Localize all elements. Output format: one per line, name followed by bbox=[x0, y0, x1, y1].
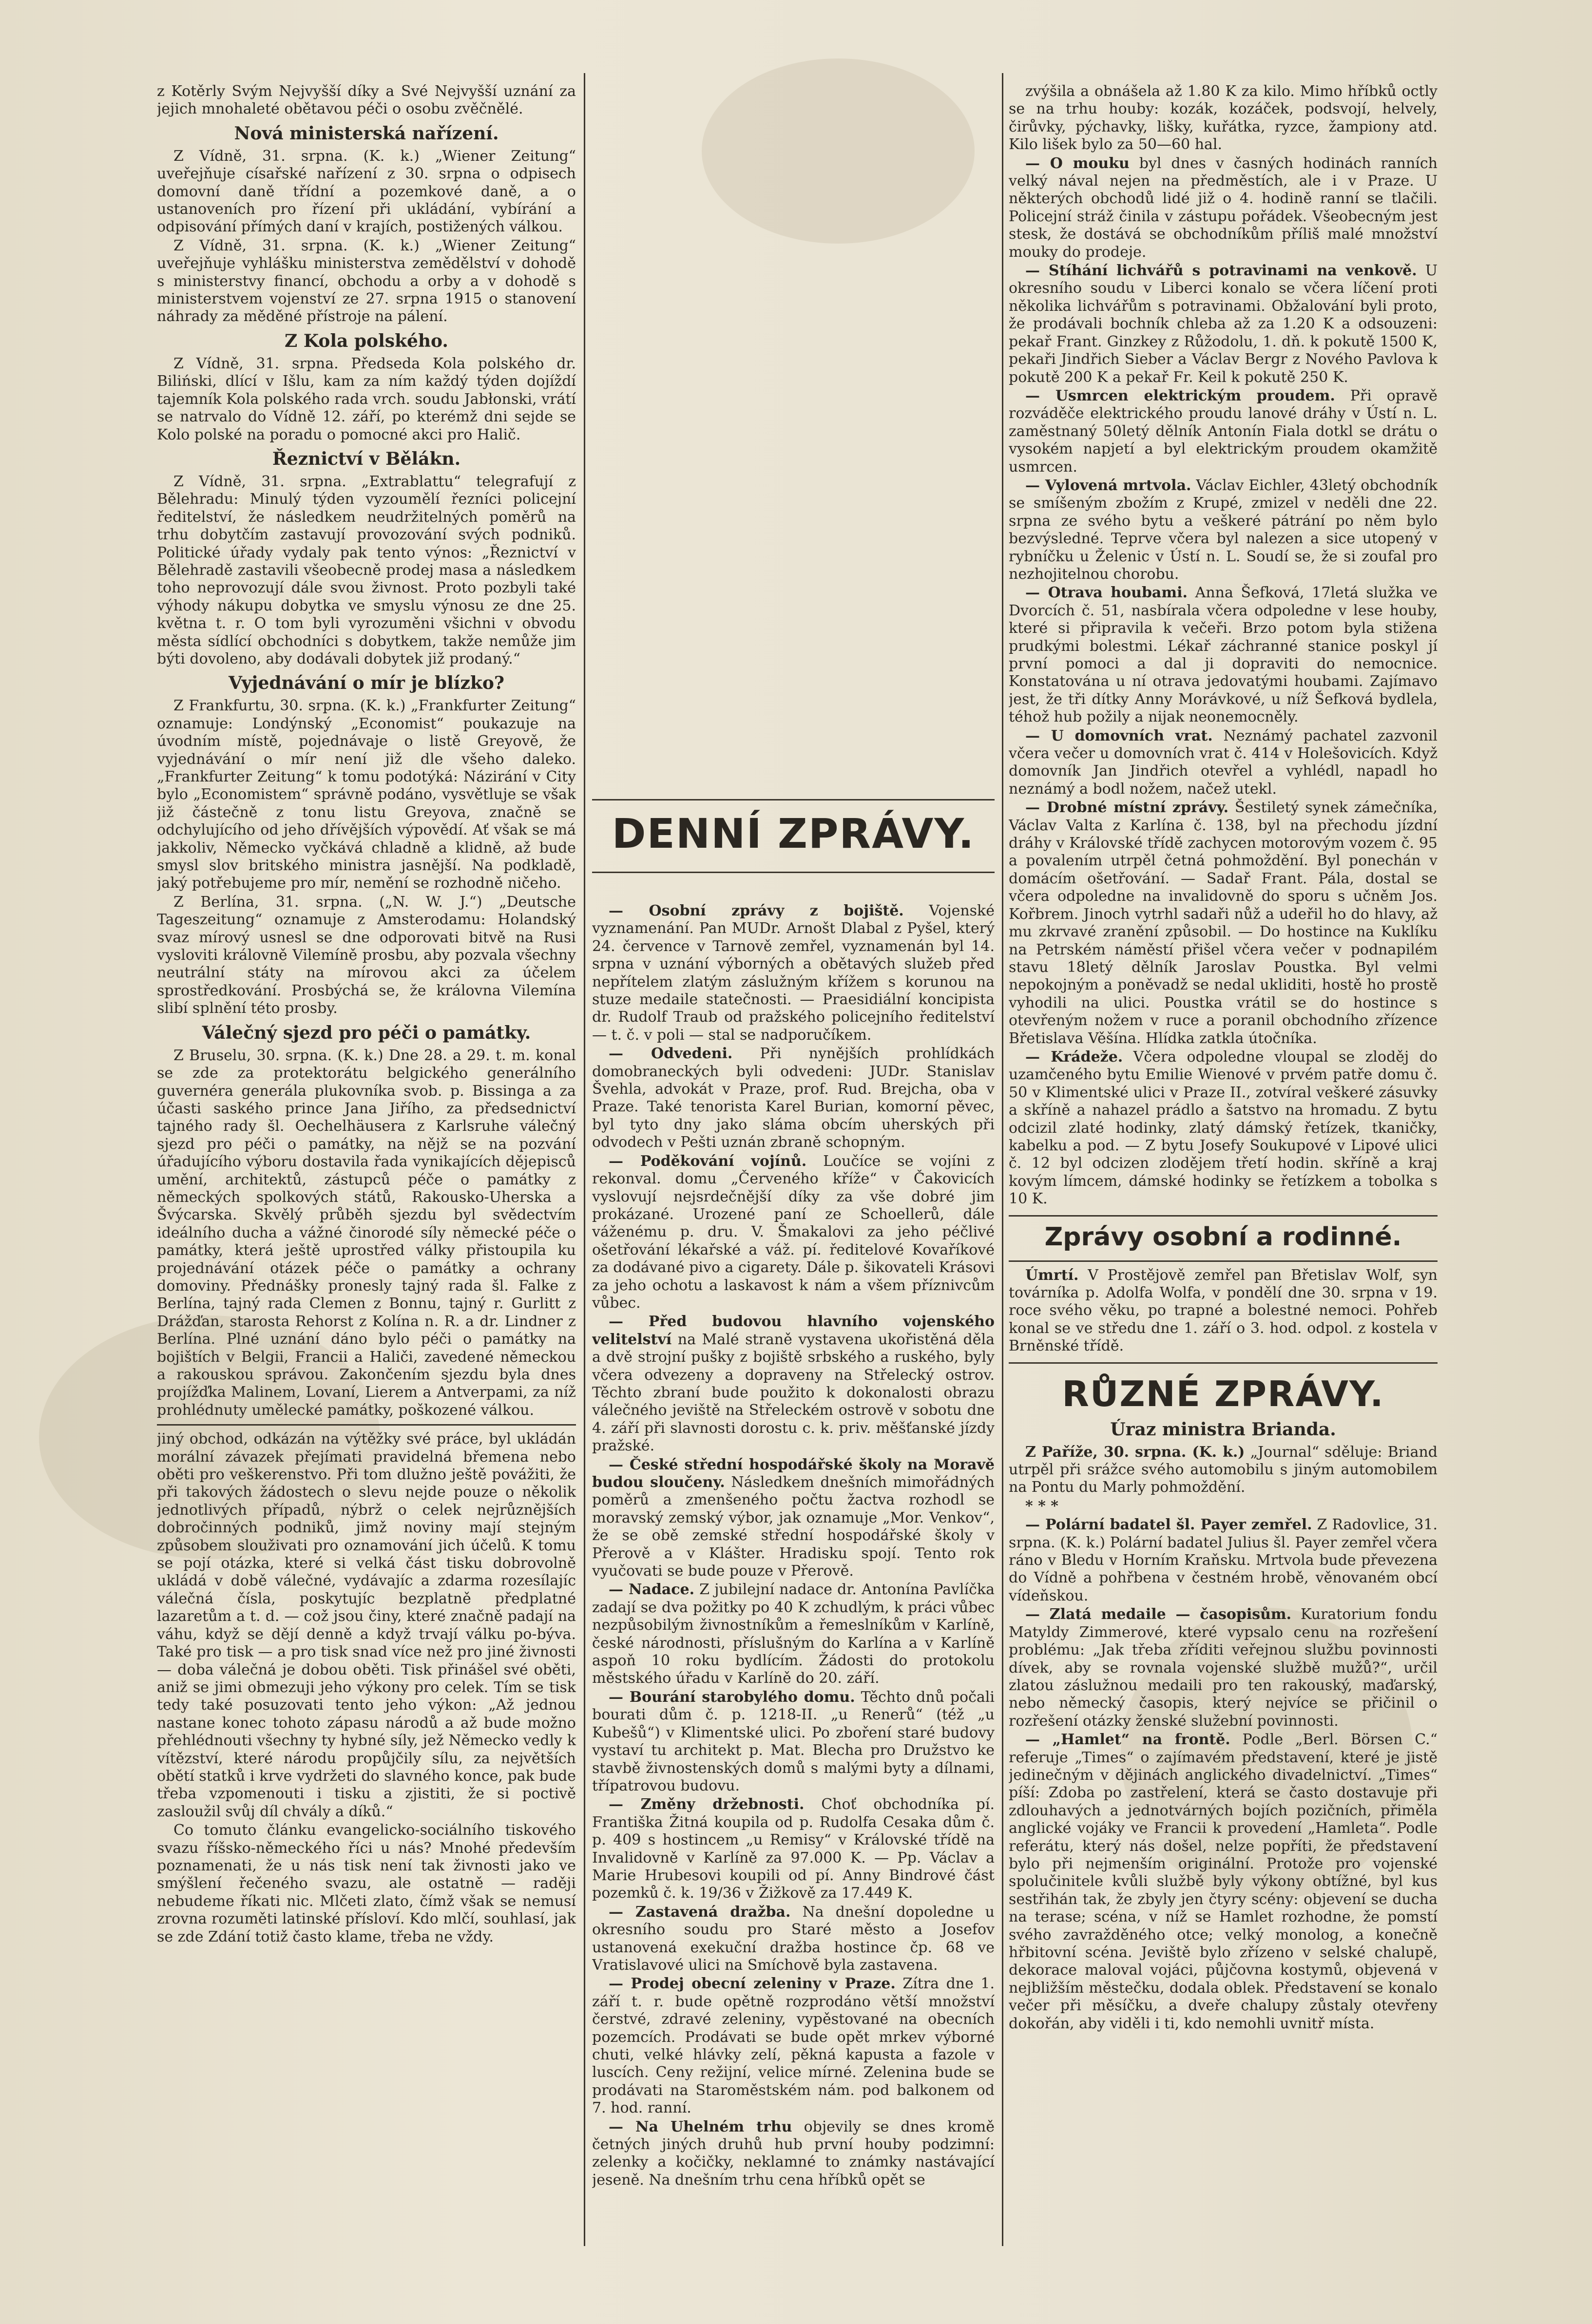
news-item bbox=[1009, 155, 1438, 261]
news-item bbox=[1009, 83, 1438, 154]
article-title: Vyjednávání o mír je blízko? bbox=[229, 673, 504, 694]
news-item-text: U okresního soudu v Liberci konalo se včera líčení proti několika lichvářům s potravinami. Obžalování byli proto, že prodávali bochník chleba až za 1.20 K a odsouzeni: pekař Frant. Ginzkey z Růžodolu, 1. dň. k pokutě 1500 K, pekaři Jindřich Sieber a Václav Bergr z Nového Pavlova k pokutě 200 K a pekař Fr. Keil k pokutě 250 K. bbox=[1009, 262, 1438, 386]
article-title: Válečný sjezd pro péči o památky. bbox=[202, 1022, 531, 1043]
news-item bbox=[1009, 387, 1438, 476]
news-item-lead: — Bourání starobylého domu. bbox=[609, 1688, 855, 1706]
news-item-lead: — Odvedeni. bbox=[609, 1045, 733, 1063]
news-item-text: byl dnes v časných hodinách ranních velký nával nejen na předměstích, ale i v Praze. U některých obchodů lidé již o 4. hodině ranní se tlačili. Policejní stráž činila v zástupu pořádek. Všeobecným jest stesk, že dostává se obchodníkům příliš malé množství mouky do prodeje. bbox=[1009, 154, 1438, 261]
section-rule bbox=[1009, 1362, 1438, 1364]
left-continuation: jiný obchod, odkázán na výtěžky své práce, byl ukládán morální závazek přejímati pravidelná břemena nebo oběti pro veškerenstvo. Při tom dlužno ještě povážiti, že při takových žádostech o slevu nejde pouze o několik jednotlivých případů, nýbrž o celek nejrůznějších dobročinných podniků, jimž noviny mají stejným způsobem slouživati pro oznamování jich účelů. K tomu se pojí otázka, které si velká část tisku dobrovolně ukládá v době válečné, vydávajíc a zdarma rozesílajíc válečná čísla, poskytujíc bezplatně předplatné lazaretům a t. d. — což jsou činy, které značně padají na váhu, když se dějí denně a když trvají válku po-býva. Také pro tisk — a pro tisk snad více než pro jiné živnosti — doba válečná je dobou oběti. Tisk přinášel své oběti, aniž se jimi obmezuji jeho výkony pro celek. Tím se tisk tedy také posuzovati tento jeho výkon: „Až jednou nastane konec tohoto zápasu národů a až bude možno přehlédnouti všechny ty hybné síly, jež Německo vedly k vítězství, které národu propůjčily sílu, za největších obětí statků i krve vydržeti do slavného konce, pak bude třeba vzpomenouti i tisku a zjistiti, že si poctivě zasloužil svůj díl chvály a díků.“ bbox=[157, 1430, 576, 1820]
article-title: Nová ministerská nařízení. bbox=[234, 123, 499, 144]
news-item-text: na Malé straně vystavena ukořistěná děla a dvě strojní pušky z bojiště srbského a ruského, byly včera odvezeny a dopraveny na Střelecký ostrov. Těchto zbraní bude použito k dokonalosti obrazu válečného jeviště na Střeleckém ostrově v sobotu dne 4. září při slavnosti dorostu c. k. priv. měšťanské jízdy pražské. bbox=[592, 1331, 995, 1455]
news-item bbox=[592, 1975, 995, 2117]
news-item-lead: — Krádeže. bbox=[1025, 1048, 1123, 1066]
news-item-text: Neznámý pachatel zazvonil včera večer u domovních vrat č. 414 v Holešovicích. Když domovník Jan Jindřich otevřel a vyhlédl, napadl ho neznámý a bodl nožem, načež utekl. bbox=[1009, 727, 1438, 798]
news-item-text: Na dnešní dopoledne u okresního soudu pro Staré město a Josefov ustanovená exekuční dražba hostince čp. 68 ve Vratislavové ulici na Smíchově byla zastavena. bbox=[592, 1903, 995, 1974]
news-item-text: zvýšila a obnášela až 1.80 K za kilo. Mimo hříbků octly se na trhu houby: kozák, kozáček, podsvojí, helvely, čirůvky, pýchavky, lišky, kuřátka, ryzce, žampiony atd. Kilo lišek bylo za 50—60 hal. bbox=[1009, 83, 1438, 153]
left-closing: Co tomuto článku evangelicko-sociálního tiskového svazu říšsko-německého říci u nás? Mnohé především poznamenati, že u nás tisk není tak živnosti jako ve smýšlení řečeného svazu, ale ostatně — raději nebudeme říkati nic. Mlčeti zlato, čímž však se nemusí zrovna rozuměti latinské přísloví. Kdo mlčí, souhlasí, jak se zde Zdání totiž často klame, třeba ne vždy. bbox=[157, 1822, 576, 1945]
news-item bbox=[592, 1456, 995, 1581]
news-item-lead: — Změny držebnosti. bbox=[609, 1796, 805, 1813]
news-item-text: Podle „Berl. Börsen C.“ referuje „Times“ o zajímavém představení, které je jistě jedinečným v dějinách anglického divadelnictví. „Times“ píší: Zdoba po zastřelení, která se často dostavuje při zdlouhavých a jednotvárných bojích pozičních, přiměla anglické vojáky ve Francii k provedení „Hamleta“. Podle referátu, který nás došel, nelze popříti, že představení bylo při nejmenším originální. Protože pro vojenské spolučinitele kvůli službě byly výkony obtížné, byl kus sestřihán tak, že zbyly jen čtyry scény: objevení se ducha na terase; scéna, v níž se Hamlet rozhodne, že pomstí svého zavražděného otce; velký monolog, a konečně hřbitovní scéna. Jeviště bylo zřízeno v selské chalupě, dekorace maloval vojáci, půjčovna kostymů, objevená v nejbližším městečku, dodala oblek. Představení se konalo večer při měsíčku, a dveře chalupy zůstaly otevřeny dokořán, aby viděli i ti, kdo nemohli uvnitř místa. bbox=[1009, 1731, 1438, 2032]
right-column bbox=[1009, 83, 1438, 2236]
news-item-lead: — Otrava houbami. bbox=[1025, 584, 1188, 602]
news-item bbox=[592, 1689, 995, 1795]
article-paragraph: Z Vídně, 31. srpna. (K. k.) „Wiener Zeitung“ uveřejňuje vyhlášku ministerstva zemědělství v dohodě s ministerstvy financí, obchodu a orby a v dohodě s ministerstvem vojenství ze 27. srpna 1915 o stanovení náhrady za měděné přístroje na pálení. bbox=[157, 237, 576, 325]
news-item-lead: Úmrtí. bbox=[1025, 1266, 1079, 1284]
news-item-lead: — O mouku bbox=[1025, 154, 1130, 172]
news-item bbox=[592, 1313, 995, 1455]
news-item-text: Při opravě rozváděče elektrického proudu lanové dráhy v Ústí n. L. zaměstnaný 50letý dělník Antonín Fiala dotkl se drátu o vysokém napjetí a byl elektrickým proudem okamžitě usmrcen. bbox=[1009, 387, 1438, 476]
left-intro: z Kotěrly Svým Nejvyšší díky a Své Nejvyšší uznání za jejich mnohaleté obětavou péči o osobu zvěčnělé. bbox=[157, 83, 576, 118]
ruzne-zpravy-heading: RŮZNÉ ZPRÁVY. bbox=[1062, 1373, 1384, 1414]
paper-stain bbox=[702, 58, 975, 244]
news-item-lead: — Osobní zprávy z bojiště. bbox=[609, 902, 904, 919]
news-item bbox=[592, 902, 995, 1044]
news-item bbox=[1009, 1731, 1438, 2033]
article-title: Řeznictví v Bělákn. bbox=[272, 448, 461, 469]
news-item bbox=[592, 1581, 995, 1687]
section-rule bbox=[1009, 1260, 1438, 1262]
news-item-lead: — Poděkování vojínů. bbox=[609, 1152, 807, 1170]
news-item-lead: — Prodej obecní zeleniny v Praze. bbox=[609, 1975, 896, 1993]
article-title: Z Kola polského. bbox=[285, 330, 448, 351]
article-paragraph: Z Berlína, 31. srpna. („N. W. J.“) „Deutsche Tageszeitung“ oznamuje z Amsterodamu: Holandský svaz mírový usnesl se dne odporovati bitvě na Rusi vysloviti královně Vilemíně prosbu, aby pozvala všechny neutrální státy na mírovou akci za účelem sprostředkování. Prosbýchá se, že královna Vilemína slibí splnění této prosby. bbox=[157, 893, 576, 1017]
middle-items bbox=[592, 902, 995, 2189]
news-item-text: Loučíce se vojíni z rekonval. domu „Červeného kříže“ v Čakovicích vyslovují nejsrdečnější díky za vše dobré jim prokázané. Urozené paní ze Schoellerů, dále váženému p. dru. V. Šmakalovi za jeho péčlivé ošetřování lékařské a váž. pí. ředitelové Kovaříkové za dodávané pivo a cigarety. Dále p. šikovateli Krásovi za jeho ochotu a laskavost k nám a všem příznivcům vůbec. bbox=[592, 1152, 995, 1312]
news-item-text: Choť obchodníka pí. Františka Žitná koupila od p. Rudolfa Cesaka dům č. p. 409 s hostincem „u Remisy“ v Královské třídě na Invalidovně v Karlíně za 97.000 K. — Pp. Václav a Marie Hrubesovi koupili od pí. Anny Bindrové část pozemků č. k. 19/36 v Žižkově za 17.449 K. bbox=[592, 1796, 995, 1902]
news-item bbox=[592, 1796, 995, 1902]
news-item bbox=[592, 1153, 995, 1313]
news-item-text: Včera odpoledne vloupal se zloděj do uzamčeného bytu Emilie Wienové v prvém patře domu č. 50 v Klimentské ulici v Praze II., zotvíral veškeré zásuvky a skříně a nahazel prádlo a šatstvo na hromadu. Z bytu odcizil zlaté hodinky, zlatý dámský řetízek, tkaničky, kabelku a pod. — Z bytu Josefy Soukupové v Lipové ulici č. 12 byl odcizen zlodějem třetí hodin. skříně a kraj kovým límcem, dámské hodinky se řetízkem a tobolka s 10 K. bbox=[1009, 1048, 1438, 1208]
news-item bbox=[592, 2118, 995, 2190]
personal-items bbox=[1009, 1267, 1438, 1355]
denni-zpravy-heading: DENNÍ ZPRÁVY. bbox=[612, 810, 975, 857]
article-paragraph: Z Vídně, 31. srpna. „Extrablattu“ telegrafují z Bělehradu: Minulý týden vyzoumělí řezníci policejní ředitelství, že následkem neudržitelných poměrů na trhu dobytčím zastavují provozování svých podniků. Politické úřady vydaly pak tento výnos: „Řeznictví v Bělehradě zastavili všeobecně prodej masa a následkem toho neprovozují dále svou živnost. Proto pozbyli také výhody nákupu dobytka ve smyslu výnosu ze dne 25. května t. r. O tom byli vyrozuměni všichni v obvodu města sídlící obchodníci s dobytkem, takže nemůže jim býti dovoleno, aby dodávali dobytek již prodaný.“ bbox=[157, 473, 576, 667]
news-item-lead: — Zastavená dražba. bbox=[609, 1903, 791, 1921]
news-item-lead: * * * bbox=[1025, 1497, 1058, 1515]
news-item-lead: — Polární badatel šl. Payer zemřel. bbox=[1025, 1516, 1312, 1534]
news-item bbox=[1009, 1606, 1438, 1730]
right-items bbox=[1009, 83, 1438, 1208]
news-item bbox=[1009, 262, 1438, 386]
article-paragraph: Z Vídně, 31. srpna. (K. k.) „Wiener Zeitung“ uveřejňuje císařské nařízení z 30. srpna o odpisech domovní daně třídní a pozemkové daně, a o ustanoveních pro řízení při ukládání, vybírání a odpisování přímých daní v krajích, postižených válkou. bbox=[157, 147, 576, 236]
news-item-text: Při nynějších prohlídkách domobraneckých byli odvedeni: JUDr. Stanislav Švehla, advokát v Praze, prof. Rud. Brejcha, oba v Praze. Také tenorista Karel Burian, komorní pěvec, byl tyto dny jako sláma obcím uherských při odvodech v Pešti uznán zbraně schopným. bbox=[592, 1045, 995, 1151]
left-articles bbox=[157, 123, 576, 1419]
news-item-lead: — Drobné místní zprávy. bbox=[1025, 799, 1229, 817]
news-item bbox=[1009, 1516, 1438, 1605]
news-item-lead: — „Hamlet“ na frontě. bbox=[1025, 1731, 1230, 1749]
news-item bbox=[592, 1045, 995, 1151]
news-item bbox=[1009, 1048, 1438, 1208]
news-item-lead: — České střední hospodářské školy na Moravě budou sloučeny. bbox=[592, 1456, 995, 1491]
section-rule bbox=[157, 1424, 576, 1426]
news-item-lead: — U domovních vrat. bbox=[1025, 727, 1213, 744]
news-item-text: objevily se dnes kromě četných jiných druhů hub první houby podzimní: zelenky a kočičky, neklamné to známky nastávající jeseně. Na dnešním trhu cena hříbků opět se bbox=[592, 2118, 995, 2189]
news-item-lead: — Usmrcen elektrickým proudem. bbox=[1025, 387, 1335, 404]
news-item-text: V Prostějově zemřel pan Břetislav Wolf, syn továrníka p. Adolfa Wolfa, v pondělí dne 30. srpna v 19. roce svého věku, po trapné a bolestné nemoci. Pohřeb konal se ve středu dne 1. září o 3. hod. odpol. z kostela v Brněnské třídě. bbox=[1009, 1266, 1438, 1355]
column-rule-right bbox=[1002, 73, 1003, 2246]
news-item bbox=[1009, 584, 1438, 726]
news-item-text: „Journal“ sděluje: Briand utrpěl při srážce svého automobilu s jiným automobilem na Pontu du Marly pohmoždění. bbox=[1009, 1443, 1438, 1496]
news-item-text: Zítra dne 1. září t. r. bude opětně rozprodáno větší množství čerstvé, zdravé zeleniny, vypěstované na obecních pozemcích. Prodávati se bude opět mrkev výborné chuti, velké hlávky zelí, pěkná kapusta a fazole v luscích. Ceny režijní, velice mírné. Zelenina bude se prodávati na Staroměstském nám. pod balkonem od 7. hod. ranní. bbox=[592, 1975, 995, 2117]
news-item-text: Anna Šefková, 17letá služka ve Dvorcích č. 51, nasbírala včera odpoledne v lese houby, které si připravila k večeři. Brzo potom byla stižena prudkými bolestmi. Lékař záchranné stanice poskyl jí první pomoci a dal ji dopraviti do nemocnice. Konstatována u ní otrava jedovatými houbami. Zajímavo jest, že tři dítky Anny Morávkové, u níž Šefková bydlela, téhož hub požily a nijak neonemocněly. bbox=[1009, 584, 1438, 726]
news-item bbox=[1009, 477, 1438, 583]
news-item bbox=[1009, 799, 1438, 1048]
masthead-rule-top bbox=[592, 799, 995, 800]
news-item-lead: — Na Uhelném trhu bbox=[609, 2118, 792, 2135]
news-item bbox=[1009, 1498, 1438, 1515]
news-item bbox=[1009, 727, 1438, 799]
news-item-lead: — Nadace. bbox=[609, 1581, 695, 1599]
news-item-lead: — Před budovou hlavního vojenského velitelství bbox=[592, 1313, 995, 1348]
column-rule-left bbox=[584, 73, 585, 2246]
news-item-text: Následkem dnešních mimořádných poměrů a zmenšeného počtu žactva rozhodl se moravský zemský výbor, jak oznamuje „Mor. Venkov“, že se obě zemské střední hospodářské školy v Přerově a v Klášter. Hradisku spojí. Tento rok vyučovati se bude pouze v Přerově. bbox=[592, 1474, 995, 1580]
left-column bbox=[157, 83, 576, 2236]
news-item-text: Václav Eichler, 43letý obchodník se smíšeným zbožím z Krupé, zmizel v neděli dne 22. srpna ze svého bytu a veškeré pátrání po něm bylo bezvýsledné. Teprve včera byl nalezen a sice utopený v rybníčku u Želenic v Ústí n. L. Soudí se, že si zoufal pro nezhojitelnou chorobu. bbox=[1009, 476, 1438, 583]
news-item-text: Šestiletý synek zámečníka, Václav Valta z Karlína č. 138, byl na přechodu jízdní dráhy v Královské třídě zachycen motorovým vozem č. 95 a povalením utrpěl četná pohmoždění. Byl ponechán v domácím ošetřování. — Sadař Frant. Pála, dostal se včera odpoledne na invalidovně do sporu s učněm Jos. Kořbrem. Jinoch vytrhl sadaři nůž a udeřil ho do hlavy, až mu zkrvavé zranění způsobil. — Do hostince na Kuklíku na Petrském náměstí přišel včera večer v podnapilém stavu 18letý dělník Jaroslav Poustka. Byl velmi nepokojným a poněvadž se nedal ukliditi, hostě ho prostě vyhodili na ulici. Poustka vrátil se do hostince s otevřeným nožem v ruce a poranil obchodního zřízence Břetislava Věšína. Hlídka zatkla útočníka. bbox=[1009, 799, 1438, 1047]
masthead-rule-bottom bbox=[592, 872, 995, 873]
article-paragraph: Z Bruselu, 30. srpna. (K. k.) Dne 28. a 29. t. m. konal se zde za protektorátu belgického generálního guvernéra generála plukovníka svob. p. Bissinga a za účasti saského prince Jana Jiřího, za předsednictví tajného rady šl. Oechelhäusera z Karlsruhe válečný sjezd pro péči o památky, na nějž se na pozvání úřadujícího výboru dostavila řada vynikajících dějepisců umění, architektů, zástupců péče o památky z německých spolkových států, Rakousko-Uherska a Švýcarska. Skvělý průběh sjezdu byl svědectvím ideálního ducha a vážné činorodé síly německé péče o památky, která ještě uprostřed války přistoupila ku projednávání otázek péče o památky a ochrany domoviny. Přednášky pronesly tajný rada šl. Falke z Berlína, tajný rada Clemen z Bonnu, tajný r. Gurlitt z Drážďan, starosta Rehorst z Kolína n. R. a dr. Lindner z Berlína. Plné uznání dáno bylo péči o památky na bojištích v Belgii, Francii a Haliči, zavedené německou a rakouskou správou. Zakončením sjezdu byla dnes projížďka Malinem, Lovaní, Lierem a Antverpami, za níž prohlédnuty umělecké památky, poškozené válkou. bbox=[157, 1047, 576, 1419]
article-paragraph: Z Vídně, 31. srpna. Předseda Kola polského dr. Biliński, dlící v Išlu, kam za ním každý týden dojíždí tajemník Kola polského rada vrch. soudu Jabłonski, vrátí se natrvalo do Vídně 12. září, po kterémž dni sejde se Kolo polské na poradu o pomocné akci pro Halič. bbox=[157, 355, 576, 443]
personal-heading: Zprávy osobní a rodinné. bbox=[1044, 1222, 1402, 1252]
news-item bbox=[592, 1904, 995, 1975]
news-item bbox=[1009, 1267, 1438, 1355]
news-item-text: Těchto dnů počali bourati dům č. p. 1218-II. „u Renerů“ (též „u Kubešů“) v Klimentské ulici. Po zboření staré budovy vystaví tu architekt p. Mat. Blecha pro Družstvo ke stavbě živnostenských domů s malými byty a dílnami, třípatrovou budovu. bbox=[592, 1688, 995, 1794]
article-paragraph: Z Frankfurtu, 30. srpna. (K. k.) „Frankfurter Zeitung“ oznamuje: Londýnský „Economist“ poukazuje na úvodním místě, pojednávaje o listě Greyově, že vyjednávání o mír není již dle všeho daleko. „Frankfurter Zeitung“ k tomu podotýká: Názirání v City bylo „Economistem“ správně podáno, vysvětluje se však již částečně z tonu listu Greyova, značně se odchylujícího od jeho dřívějších výpovědí. Ať však se má jakkoliv, Německo vyčkává chladně a klidně, až bude smysl slov britského ministra jasnější. Na podkladě, jaký potřebujeme pro mír, nemění se rozhodně ničeho. bbox=[157, 697, 576, 892]
news-item-lead: — Vylovená mrtvola. bbox=[1025, 476, 1191, 494]
various-items bbox=[1009, 1444, 1438, 2033]
middle-column bbox=[592, 799, 995, 2241]
news-item-lead: Z Paříže, 30. srpna. (K. k.) bbox=[1025, 1443, 1245, 1461]
news-item-text: Z Radovlice, 31. srpna. (K. k.) Polární badatel Julius šl. Payer zemřel včera ráno v Bledu v Horním Kraňsku. Mrtvola bude převezena do Vídně a pohřbena v čestném hrobě, věnovaném obcí vídeňskou. bbox=[1009, 1516, 1438, 1604]
section-rule bbox=[1009, 1215, 1438, 1217]
news-item-lead: — Stíhání lichvářů s potravinami na venkově. bbox=[1025, 262, 1417, 280]
news-item-lead: — Zlatá medaile — časopisům. bbox=[1025, 1606, 1292, 1623]
news-item bbox=[1009, 1444, 1438, 1497]
news-item-text: Z jubilejní nadace dr. Antonína Pavlíčka zadají se dva požitky po 40 K zchudlým, k práci vůbec nezpůsobilým živnostníkům a řemeslníkům v Karlíně, české národnosti, příslušným do Karlína a v Karlíně aspoň 10 roku bydlícím. Žádosti do protokolu městského úřadu v Karlíně do 20. září. bbox=[592, 1581, 995, 1687]
news-item-text: Kuratorium fondu Matyldy Zimmerové, které vypsalo cenu na rozřešení problému: „Jak třeba zříditi veřejnou službu povinnosti dívek, aby se rovnala vojenské službě mužů?“, určil zlatou záslužnou medaili pro ten rakouský, maďarský, nebo německý časopis, který nejvíce se přičinil o rozřešení otázky ženské služební povinnosti. bbox=[1009, 1606, 1438, 1730]
various-subheading: Úraz ministra Brianda. bbox=[1110, 1419, 1336, 1440]
news-item-text: Vojenské vyznamenání. Pan MUDr. Arnošt Dlabal z Pyšel, který 24. července v Tarnově zemřel, vyznamenán byl 14. srpna v uznání výborných a obětavých služeb před nepřítelem zlatým záslužným křížem s korunou na stuze medaile statečnosti. — Praesidiální koncipista dr. Rudolf Traub od pražského policejního ředitelství — t. č. v poli — stal se nadporučíkem. bbox=[592, 902, 995, 1044]
